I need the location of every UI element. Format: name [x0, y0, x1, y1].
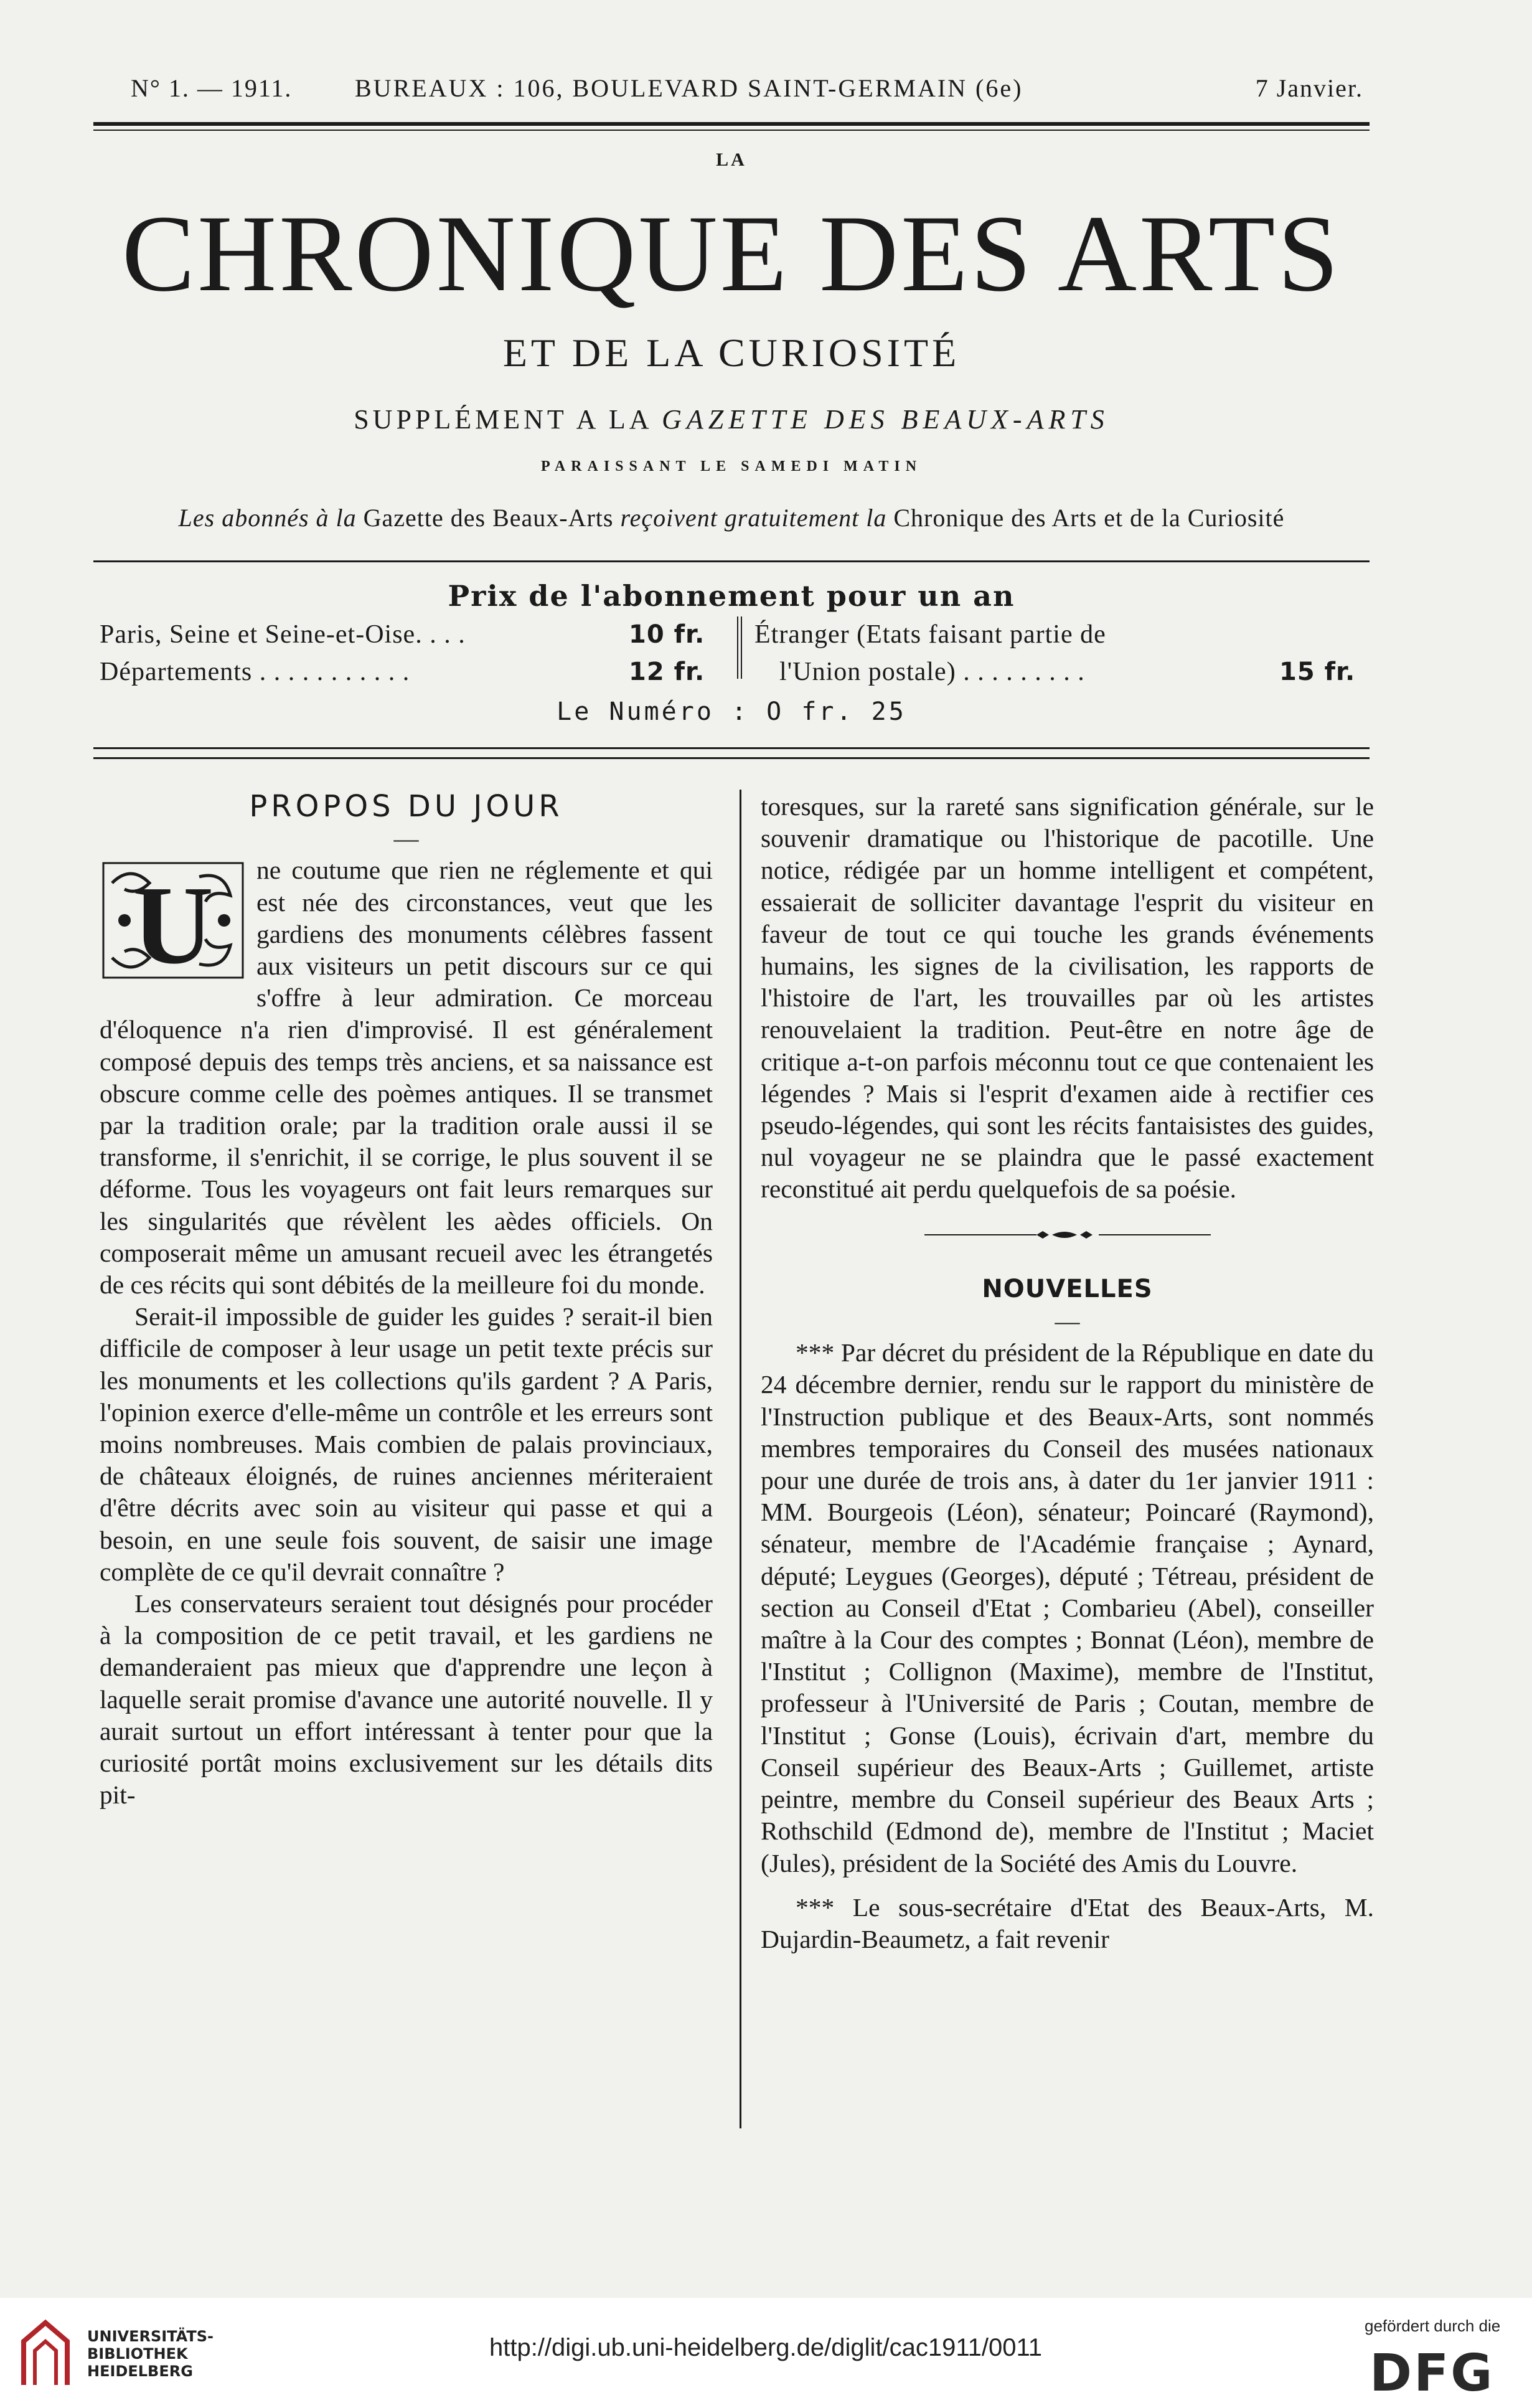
price-numero: Le Numéro : O fr. 25 [557, 697, 906, 726]
nouvelles-dash: — [1055, 1307, 1080, 1336]
masthead-title: CHRONIQUE DES ARTS [121, 193, 1342, 314]
issue-number: N° 1. — 1911. [131, 74, 293, 102]
propos-paragraph-2: Serait-il impossible de guider les guides ? serait-il bien difficile de composer à leur usage un petit texte précis sur les monuments et les collections qu'ils gardent ? A Paris, l'opinion exerce d'elle-même un contrôle et les erreurs sont moins nombreuses. Mais combien de palais provinciaux, de châteaux éloignés, de ruines anciennes mériteraient d'être décrits avec soin au visiteur qui passe et qui a besoin, en une seule fois souvent, de saisir une image complète de ce qu'il devrait connaître ? [100, 1302, 713, 1586]
masthead-subtitle: ET DE LA CURIOSITÉ [502, 331, 961, 375]
price-paris-label: Paris, Seine et Seine-et-Oise. . . . [100, 620, 466, 649]
left-column [100, 791, 713, 1811]
price-etranger-label-1: Étranger (Etats faisant partie de [754, 620, 1106, 649]
propos-heading: PROPOS DU JOUR [249, 789, 563, 824]
section-separator [761, 1217, 1374, 1249]
propos-paragraph-1-text: ne coutume que rien ne réglemente et qui est née des circonstances, veut que les gardiens des monuments célèbres fassent aux visiteurs un petit discours sur ce qui s'offre à leur admiration. Ce morceau d'éloquence n'a rien d'improvisé. Il est généralement composé depuis des temps très anciens, et sa naissance est obscure comme celle des poèmes antiques. Il se transmet par la tradition orale; par la tradition orale aussi il se transforme, il s'enrichit, il se corrige, le plus souvent il se déforme. Tous les voyageurs ont fait leurs remarques sur les singularités que révèlent les aèdes officiels. On composerait même un amusant recueil avec les étrangetés de ces récits qui sont débités de la meilleure foi du monde. [100, 856, 713, 1300]
price-divider [737, 616, 742, 679]
right-column [761, 791, 1374, 1955]
supplement-prefix: SUPPLÉMENT A LA [354, 404, 662, 435]
price-title: Prix de l'abonnement pour un an [448, 579, 1015, 613]
masthead-supplement [93, 404, 1370, 435]
propos-paragraph-3: Les conservateurs seraient tout désignés pour procéder à la composition de ce petit travail, et les gardiens ne demanderaient pas mieux que d'apprendre une leçon à laquelle serait promise d'avance une autorité nouvelle. Il y aurait surtout un effort intéressant à tenter pour que la curiosité portât moins exclusivement sur les détails dits pit- [100, 1589, 713, 1810]
propos-dash: — [393, 824, 419, 853]
abonnes-part-2: Gazette des Beaux-Arts [356, 504, 621, 532]
masthead-parution: PARAISSANT LE SAMEDI MATIN [540, 458, 923, 475]
ornamental-dropcap [100, 858, 247, 983]
price-dep [629, 657, 705, 687]
funder-label: gefördert durch die [1365, 2316, 1501, 2335]
price-dep-label: Départements . . . . . . . . . . . [100, 658, 410, 686]
nouvelle-sous-secretaire: *** Le sous-secrétaire d'Etat des Beaux-Arts, M. Dujardin-Beaumetz, a fait revenir [761, 1892, 1374, 1953]
library-name-line-3: HEIDELBERG [87, 2363, 193, 2380]
masthead-rule [93, 560, 1370, 562]
issue-date: 7 Janvier. [1255, 74, 1363, 102]
nouvelles-heading: NOUVELLES [982, 1274, 1153, 1303]
price-paris-value: 10 fr. [629, 620, 705, 649]
price-etranger [1279, 657, 1355, 687]
header-double-rule [93, 122, 1370, 131]
abonnes-part-4: Chronique des Arts et de la Curiosité [886, 504, 1285, 532]
propos-paragraph-1 [100, 854, 713, 1301]
library-name-line-2: BIBLIOTHEK [87, 2345, 188, 2363]
permalink-url[interactable]: http://digi.ub.uni-heidelberg.de/diglit/cac1911/0011 [489, 2334, 1043, 2361]
bureaux-address: BUREAUX : 106, BOULEVARD SAINT-GERMAIN (6e) [355, 74, 1023, 102]
digitization-footer [0, 2298, 1532, 2408]
abonnes-part-1: Les abonnés à la [178, 504, 357, 532]
supplement-gazette: GAZETTE DES BEAUX-ARTS [662, 404, 1109, 435]
university-library-logo-icon [11, 2316, 80, 2391]
price-rule-bottom [93, 757, 1370, 759]
masthead-article: LA [716, 149, 747, 170]
library-name-line-1: UNIVERSITÄTS- [87, 2328, 214, 2345]
separator-ornament-icon [924, 1229, 1211, 1241]
dropcap-letter: U [133, 863, 214, 983]
price-rule-top [93, 747, 1370, 749]
price-etranger-label-2: l'Union postale) . . . . . . . . . [779, 658, 1085, 686]
nouvelle-decret: *** Par décret du président de la République en date du 24 décembre dernier, rendu sur le rapport du ministère de l'Instruction publique et des Beaux-Arts, sont nommés membres temporaires du Conseil des musées nationaux pour une durée de trois ans, à dater du 1er janvier 1911 : MM. Bourgeois (Léon), sénateur; Poincaré (Raymond), sénateur, membre de l'Académie française ; Aynard, député; Leygues (Georges), député ; Tétreau, président de section au Conseil d'Etat ; Combarieu (Abel), conseiller maître à la Cour des comptes ; Bonnat (Léon), membre de l'Institut ; Collignon (Maxime), membre de l'Institut, professeur à l'Université de Paris ; Coutan, membre de l'Institut ; Gonse (Louis), écrivain d'art, membre du Conseil supérieur des Beaux-Arts ; Guillemet, artiste peintre, membre du Conseil supérieur des Beaux Arts ; Rothschild (Edmond de), membre de l'Institut ; Maciet (Jules), président de la Société des Amis du Louvre. [761, 1338, 1374, 1877]
column-divider [740, 790, 741, 2128]
masthead-abonnes [93, 503, 1370, 532]
propos-continuation: toresques, sur la rareté sans signification générale, sur le souvenir dramatique ou l'historique de pacotille. Une notice, rédigée par un homme intelligent et compétent, essaierait de solliciter davantage l'esprit du visiteur en faveur de tout ce qui touche les grands événements humains, les signes de la civilisation, les rapports de l'histoire de l'art, les trouvailles par où les artistes renouvelaient la tradition. Peut-être en notre âge de critique a-t-on parfois méconnu tout ce que contenaient les légendes ? Mais si l'esprit d'examen aide à rectifier ces pseudo-légendes, qui sont les récits fantaisistes des guides, nul voyageur ne se plaindra que le passé exactement reconstitué ait perdu quelquefois de sa poésie. [761, 792, 1374, 1204]
price-etranger-value: 15 fr. [1279, 658, 1356, 686]
dfg-logo: DFG [1370, 2344, 1495, 2403]
price-dep-value: 12 fr. [629, 658, 705, 686]
dropcap-ornament-icon [100, 858, 247, 983]
library-name [87, 2328, 214, 2380]
price-paris [629, 620, 705, 649]
issue-header [93, 73, 1370, 111]
abonnes-part-3: reçoivent gratuitement la [620, 504, 887, 532]
